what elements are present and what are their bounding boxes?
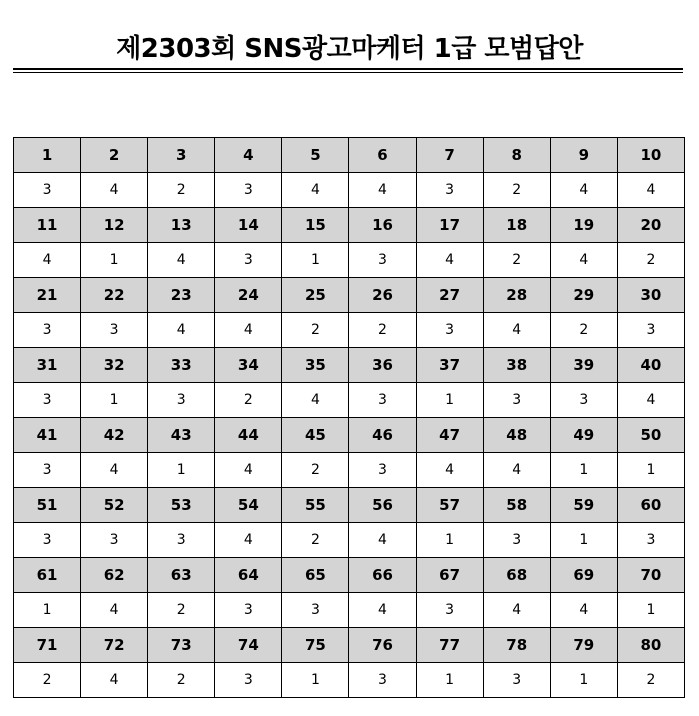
answer-cell: 3 (14, 523, 81, 558)
answer-cell: 3 (148, 523, 215, 558)
question-number-cell: 5 (282, 138, 349, 173)
question-number-cell: 31 (14, 348, 81, 383)
question-number-cell: 21 (14, 278, 81, 313)
answer-cell: 4 (550, 243, 617, 278)
answer-cell: 4 (81, 663, 148, 698)
answer-cell: 3 (349, 453, 416, 488)
question-number-cell: 18 (483, 208, 550, 243)
answer-cell: 1 (81, 383, 148, 418)
question-number-cell: 64 (215, 558, 282, 593)
answer-cell: 2 (617, 663, 684, 698)
question-number-cell: 33 (148, 348, 215, 383)
question-number-cell: 2 (81, 138, 148, 173)
question-number-cell: 59 (550, 488, 617, 523)
answer-cell: 3 (550, 383, 617, 418)
answer-cell: 4 (550, 173, 617, 208)
answer-cell: 4 (81, 453, 148, 488)
answer-cell: 1 (148, 453, 215, 488)
answer-cell: 3 (81, 523, 148, 558)
answer-cell: 1 (14, 593, 81, 628)
question-number-cell: 45 (282, 418, 349, 453)
answer-cell: 3 (349, 243, 416, 278)
question-number-cell: 48 (483, 418, 550, 453)
answer-cell: 4 (215, 523, 282, 558)
question-number-cell: 79 (550, 628, 617, 663)
answer-cell: 3 (349, 383, 416, 418)
answer-cell: 3 (215, 593, 282, 628)
answer-cell: 4 (483, 313, 550, 348)
answer-cell: 2 (148, 593, 215, 628)
answer-cell: 3 (14, 383, 81, 418)
question-number-cell: 54 (215, 488, 282, 523)
question-number-cell: 53 (148, 488, 215, 523)
question-number-cell: 77 (416, 628, 483, 663)
question-number-cell: 75 (282, 628, 349, 663)
answer-cell: 1 (416, 663, 483, 698)
answer-cell: 1 (550, 523, 617, 558)
answer-cell: 4 (349, 173, 416, 208)
answer-cell: 4 (148, 313, 215, 348)
question-number-row (14, 488, 685, 523)
question-number-row (14, 558, 685, 593)
question-number-cell: 13 (148, 208, 215, 243)
answer-cell: 3 (483, 383, 550, 418)
question-number-cell: 23 (148, 278, 215, 313)
answer-table (13, 137, 685, 698)
answer-cell: 2 (148, 173, 215, 208)
answer-cell: 3 (483, 523, 550, 558)
question-number-cell: 74 (215, 628, 282, 663)
answer-cell: 3 (148, 383, 215, 418)
answer-cell: 4 (215, 313, 282, 348)
answer-cell: 3 (81, 313, 148, 348)
question-number-cell: 1 (14, 138, 81, 173)
answer-cell: 4 (282, 173, 349, 208)
answer-row (14, 593, 685, 628)
answer-cell: 2 (282, 313, 349, 348)
answer-cell: 2 (550, 313, 617, 348)
answer-cell: 4 (617, 173, 684, 208)
question-number-cell: 26 (349, 278, 416, 313)
question-number-cell: 40 (617, 348, 684, 383)
answer-cell: 4 (349, 593, 416, 628)
answer-cell: 3 (483, 663, 550, 698)
question-number-cell: 67 (416, 558, 483, 593)
answer-cell: 3 (215, 243, 282, 278)
question-number-cell: 20 (617, 208, 684, 243)
answer-cell: 2 (148, 663, 215, 698)
question-number-cell: 36 (349, 348, 416, 383)
question-number-cell: 38 (483, 348, 550, 383)
answer-cell: 1 (282, 243, 349, 278)
answer-cell: 2 (617, 243, 684, 278)
question-number-cell: 42 (81, 418, 148, 453)
question-number-cell: 63 (148, 558, 215, 593)
answer-cell: 3 (215, 173, 282, 208)
title-divider-thin (13, 72, 683, 73)
question-number-cell: 7 (416, 138, 483, 173)
answer-row (14, 313, 685, 348)
answer-cell: 3 (416, 313, 483, 348)
question-number-cell: 62 (81, 558, 148, 593)
question-number-cell: 61 (14, 558, 81, 593)
question-number-cell: 9 (550, 138, 617, 173)
question-number-cell: 70 (617, 558, 684, 593)
answer-cell: 1 (617, 453, 684, 488)
question-number-cell: 11 (14, 208, 81, 243)
answer-cell: 4 (349, 523, 416, 558)
answer-cell: 3 (617, 523, 684, 558)
question-number-cell: 6 (349, 138, 416, 173)
answer-cell: 4 (550, 593, 617, 628)
question-number-cell: 35 (282, 348, 349, 383)
question-number-cell: 34 (215, 348, 282, 383)
answer-cell: 3 (14, 453, 81, 488)
answer-cell: 1 (617, 593, 684, 628)
question-number-cell: 24 (215, 278, 282, 313)
question-number-cell: 44 (215, 418, 282, 453)
answer-cell: 2 (282, 453, 349, 488)
answer-cell: 4 (215, 453, 282, 488)
question-number-cell: 29 (550, 278, 617, 313)
question-number-cell: 57 (416, 488, 483, 523)
answer-cell: 4 (14, 243, 81, 278)
answer-cell: 3 (617, 313, 684, 348)
answer-cell: 1 (550, 663, 617, 698)
question-number-cell: 12 (81, 208, 148, 243)
answer-cell: 2 (14, 663, 81, 698)
title-divider-thick (13, 68, 683, 70)
question-number-cell: 32 (81, 348, 148, 383)
question-number-cell: 52 (81, 488, 148, 523)
answer-row (14, 173, 685, 208)
question-number-cell: 50 (617, 418, 684, 453)
answer-cell: 3 (215, 663, 282, 698)
answer-cell: 2 (483, 173, 550, 208)
question-number-cell: 80 (617, 628, 684, 663)
question-number-cell: 46 (349, 418, 416, 453)
answer-cell: 2 (483, 243, 550, 278)
answer-row (14, 243, 685, 278)
question-number-cell: 25 (282, 278, 349, 313)
answer-cell: 3 (416, 593, 483, 628)
question-number-row (14, 628, 685, 663)
question-number-cell: 43 (148, 418, 215, 453)
question-number-row (14, 138, 685, 173)
answer-row (14, 663, 685, 698)
question-number-cell: 37 (416, 348, 483, 383)
answer-cell: 4 (483, 453, 550, 488)
answer-cell: 1 (416, 523, 483, 558)
question-number-cell: 39 (550, 348, 617, 383)
question-number-cell: 8 (483, 138, 550, 173)
question-number-cell: 78 (483, 628, 550, 663)
answer-cell: 4 (416, 243, 483, 278)
question-number-cell: 22 (81, 278, 148, 313)
question-number-cell: 72 (81, 628, 148, 663)
question-number-cell: 66 (349, 558, 416, 593)
question-number-row (14, 208, 685, 243)
answer-table-body (14, 138, 685, 698)
answer-row (14, 523, 685, 558)
answer-cell: 2 (282, 523, 349, 558)
answer-cell: 4 (483, 593, 550, 628)
answer-cell: 4 (81, 593, 148, 628)
question-number-cell: 49 (550, 418, 617, 453)
question-number-cell: 51 (14, 488, 81, 523)
question-number-row (14, 418, 685, 453)
question-number-cell: 71 (14, 628, 81, 663)
question-number-cell: 41 (14, 418, 81, 453)
question-number-cell: 55 (282, 488, 349, 523)
question-number-cell: 19 (550, 208, 617, 243)
question-number-cell: 76 (349, 628, 416, 663)
question-number-cell: 56 (349, 488, 416, 523)
answer-cell: 2 (215, 383, 282, 418)
answer-cell: 3 (349, 663, 416, 698)
answer-cell: 1 (416, 383, 483, 418)
answer-cell: 1 (81, 243, 148, 278)
question-number-cell: 68 (483, 558, 550, 593)
question-number-cell: 30 (617, 278, 684, 313)
answer-cell: 2 (349, 313, 416, 348)
question-number-cell: 27 (416, 278, 483, 313)
answer-cell: 1 (282, 663, 349, 698)
question-number-row (14, 348, 685, 383)
answer-cell: 4 (282, 383, 349, 418)
answer-cell: 3 (14, 173, 81, 208)
question-number-cell: 15 (282, 208, 349, 243)
question-number-cell: 16 (349, 208, 416, 243)
question-number-cell: 4 (215, 138, 282, 173)
question-number-cell: 17 (416, 208, 483, 243)
question-number-cell: 65 (282, 558, 349, 593)
answer-cell: 1 (550, 453, 617, 488)
answer-cell: 4 (617, 383, 684, 418)
answer-cell: 4 (81, 173, 148, 208)
answer-cell: 3 (14, 313, 81, 348)
question-number-cell: 69 (550, 558, 617, 593)
question-number-cell: 60 (617, 488, 684, 523)
question-number-row (14, 278, 685, 313)
question-number-cell: 58 (483, 488, 550, 523)
answer-cell: 3 (282, 593, 349, 628)
page-title: 제2303회 SNS광고마케터 1급 모범답안 (116, 34, 583, 64)
question-number-cell: 28 (483, 278, 550, 313)
answer-cell: 4 (416, 453, 483, 488)
answer-row (14, 383, 685, 418)
question-number-cell: 47 (416, 418, 483, 453)
question-number-cell: 10 (617, 138, 684, 173)
answer-cell: 4 (148, 243, 215, 278)
question-number-cell: 14 (215, 208, 282, 243)
answer-cell: 3 (416, 173, 483, 208)
question-number-cell: 3 (148, 138, 215, 173)
question-number-cell: 73 (148, 628, 215, 663)
answer-row (14, 453, 685, 488)
